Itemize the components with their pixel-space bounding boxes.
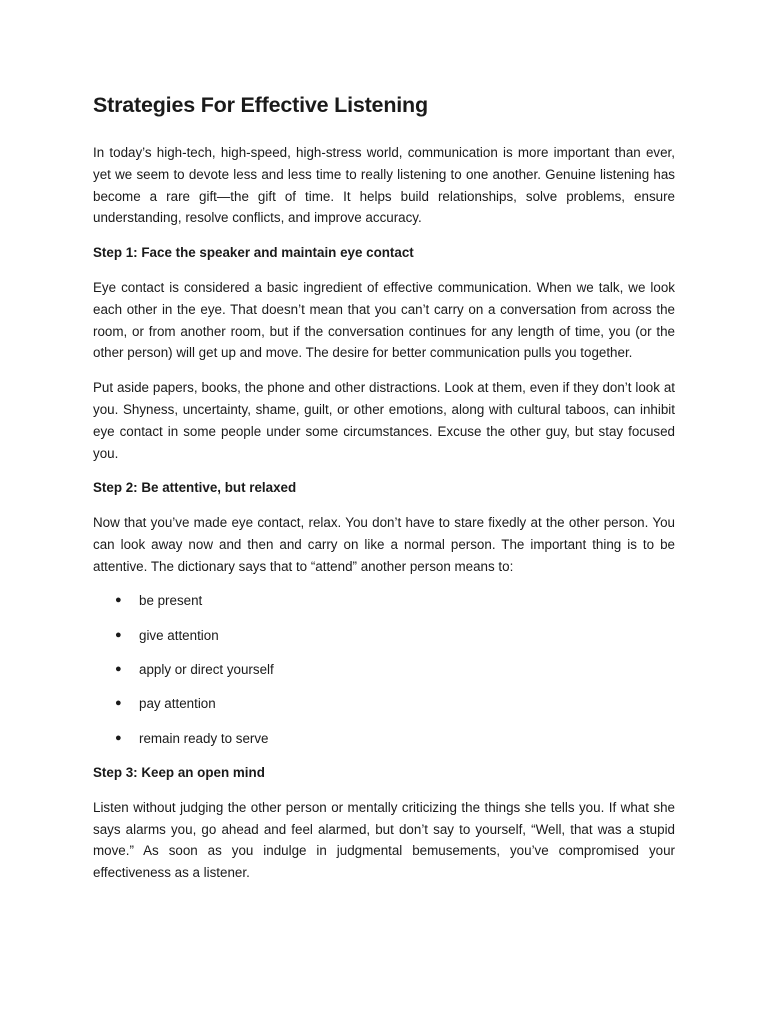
list-item [93, 728, 675, 750]
document-title: Strategies For Effective Listening [93, 93, 428, 117]
list-item-text: give attention [139, 627, 219, 643]
list-item [93, 659, 675, 681]
attend-meaning-list [93, 590, 675, 749]
document-page [93, 92, 675, 897]
step-3-heading: Step 3: Keep an open mind [93, 764, 265, 780]
bullet-icon: ● [115, 663, 122, 676]
bullet-icon: ● [115, 628, 122, 641]
bullet-icon: ● [115, 731, 122, 744]
list-item-text: apply or direct yourself [139, 662, 274, 678]
list-item [93, 625, 675, 647]
intro-paragraph: In today’s high-tech, high-speed, high-stress world, communication is more important than ever, yet we seem to devote less and less time to really listening to one another. Genuine listening has become a rare gift—the gift of time. It helps build relationships, solve problems, ensure understanding, resolve conflicts, and improve accuracy. [93, 144, 675, 226]
bullet-icon: ● [115, 697, 122, 710]
list-item-text: remain ready to serve [139, 730, 269, 746]
step-2-heading: Step 2: Be attentive, but relaxed [93, 480, 297, 496]
step-1-paragraph-1: Eye contact is considered a basic ingredient of effective communication. When we talk, we look each other in the eye. That doesn’t mean that you can’t carry on a conversation from across the room, or from another room, but if the conversation continues for any length of time, you (or the other person) will get up and move. The desire for better communication pulls you together. [93, 279, 675, 361]
step-2-paragraph: Now that you’ve made eye contact, relax. You don’t have to stare fixedly at the other person. You can look away now and then and carry on like a normal person. The important thing is to be attentive. The dictionary says that to “attend” another person means to: [93, 515, 675, 574]
bullet-icon: ● [115, 594, 122, 607]
step-3-paragraph: Listen without judging the other person or mentally criticizing the things she tells you. If what she says alarms you, go ahead and feel alarmed, but don’t say to yourself, “Well, that was a stupid move.” As soon as you indulge in judgmental bemusements, you’ve compromised your effectiveness as a listener. [93, 799, 675, 881]
list-item [93, 693, 675, 715]
list-item-text: pay attention [139, 696, 216, 712]
step-1-paragraph-2: Put aside papers, books, the phone and other distractions. Look at them, even if they don’t look at you. Shyness, uncertainty, shame, guilt, or other emotions, along with cultural taboos, can inhibit eye contact in some people under some circumstances. Excuse the other guy, but stay focused you. [93, 380, 675, 461]
step-1-heading: Step 1: Face the speaker and maintain eye contact [93, 245, 414, 261]
list-item [93, 590, 675, 612]
list-item-text: be present [139, 593, 203, 609]
